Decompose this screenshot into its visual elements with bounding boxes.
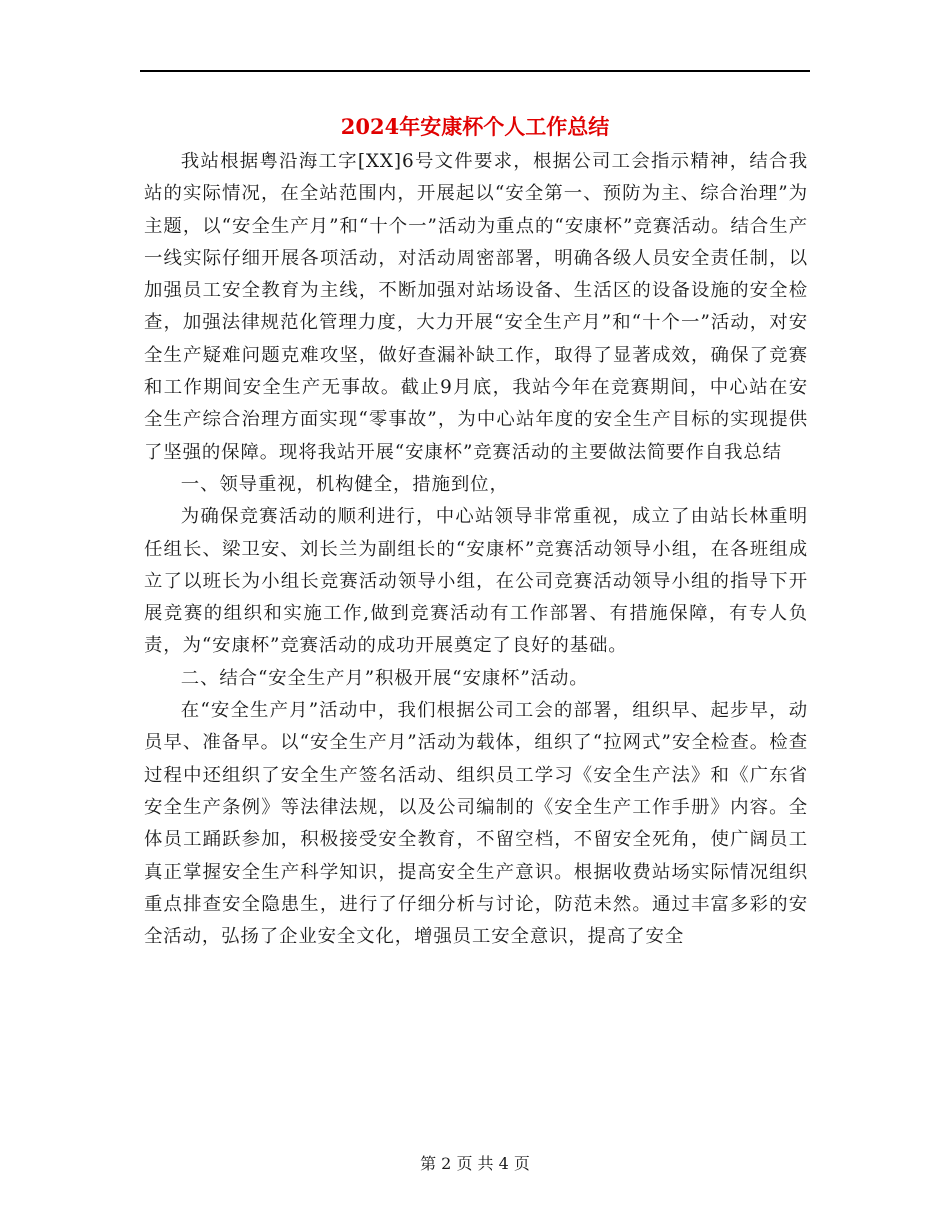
section-heading-1: 一、领导重视，机构健全，措施到位，: [180, 473, 509, 495]
page-number: 第 2 页 共 4 页: [420, 1154, 530, 1173]
intro-paragraph: 我站根据粤沿海工字[XX]6号文件要求，根据公司工会指示精神，结合我站的实际情况，在全站范围内，开展起以“安全第一、预防为主、综合治理”为主题，以“安全生产月”和“十个一”活动为重点的“安康杯”竞赛活动。结合生产一线实际仔细开展各项活动，对活动周密部署，明确各级人员安全责任制，以加强员工安全教育为主线，不断加强对站场设备、生活区的设备设施的安全检查，加强法律规范化管理力度，大力开展“安全生产月”和“十个一”活动，对安全生产疑难问题克难攻坚，做好查漏补缺工作，取得了显著成效，确保了竞赛和工作期间安全生产无事故。截止9月底，我站今年在竞赛期间，中心站在安全生产综合治理方面实现“零事故”，为中心站年度的安全生产目标的实现提供了坚强的保障。现将我站开展“安康杯”竞赛活动的主要做法简要作自我总结: [144, 151, 808, 463]
document-title: 2024年安康杯个人工作总结: [340, 114, 610, 139]
section-2-paragraph: 在“安全生产月”活动中，我们根据公司工会的部署，组织早、起步早，动员早、准备早。以“安全生产月”活动为载体，组织了“拉网式”安全检查。检查过程中还组织了安全生产签名活动、组织员工学习《安全生产法》和《广东省安全生产条例》等法律法规，以及公司编制的《安全生产工作手册》内容。全体员工踊跃参加，积极接受安全教育，不留空档，不留安全死角，使广阔员工真正掌握安全生产科学知识，提高安全生产意识。根据收费站场实际情况组织重点排查安全隐患生，进行了仔细分析与讨论，防范未然。通过丰富多彩的安全活动，弘扬了企业安全文化，增强员工安全意识，提高了安全: [144, 700, 808, 948]
document-body: [144, 146, 808, 953]
header-rule: [140, 70, 810, 72]
section-1-paragraph: 为确保竞赛活动的顺利进行，中心站领导非常重视，成立了由站长林重明任组长、梁卫安、刘长兰为副组长的“安康杯”竞赛活动领导小组，在各班组成立了以班长为小组长竞赛活动领导小组，在公司竞赛活动领导小组的指导下开展竞赛的组织和实施工作,做到竞赛活动有工作部署、有措施保障，有专人负责，为“安康杯”竞赛活动的成功开展奠定了良好的基础。: [144, 506, 808, 657]
section-heading-2: 二、结合“安全生产月”积极开展“安康杯”活动。: [180, 667, 589, 689]
